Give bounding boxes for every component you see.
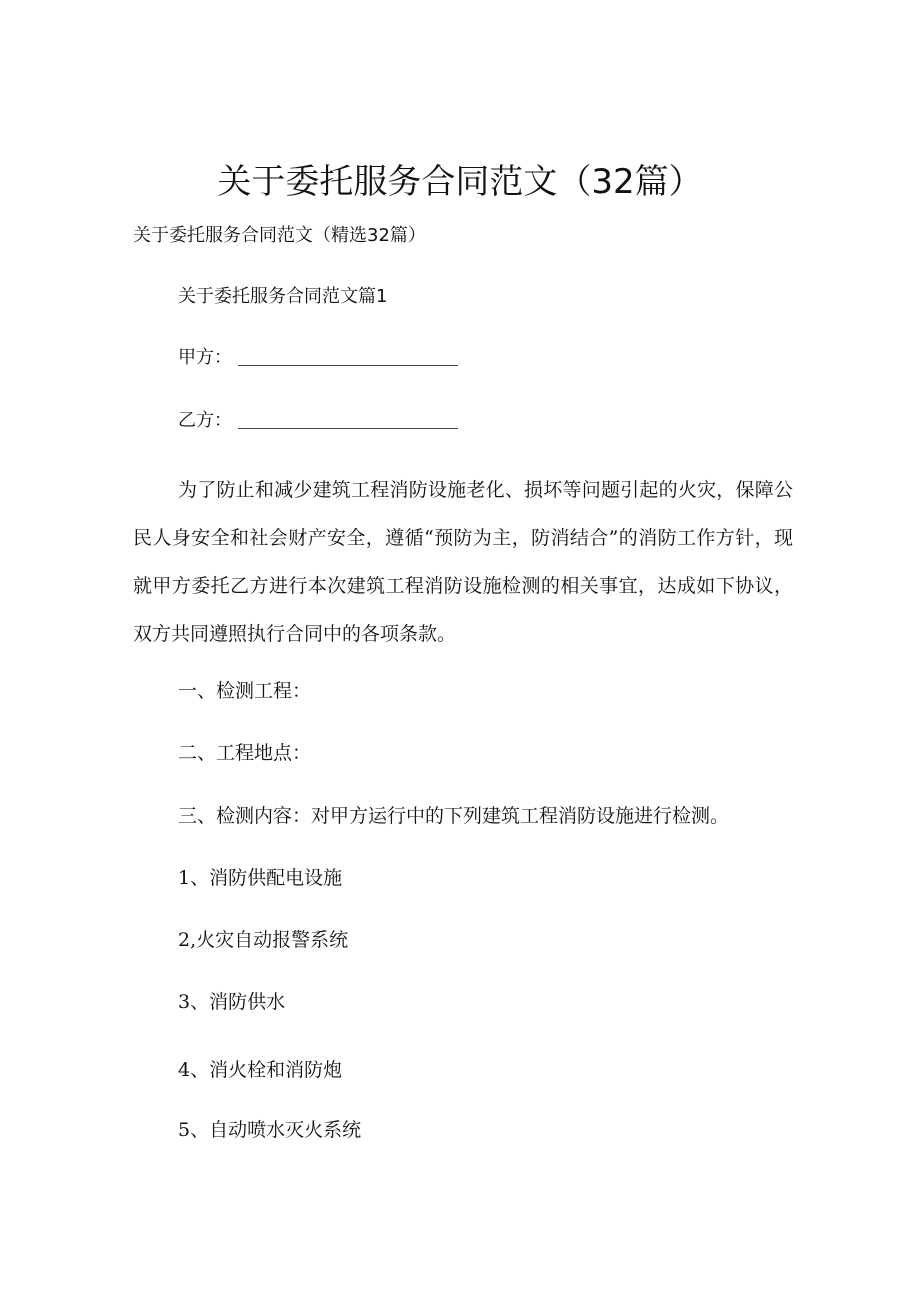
clause-inspection-content: 三、检测内容：对甲方运行中的下列建筑工程消防设施进行检测。 [178,805,730,827]
intro-paragraph: 为了防止和减少建筑工程消防设施老化、损坏等问题引起的火灾，保障公民人身安全和社会财产安全，遵循“预防为主，防消结合”的消防工作方针，现就甲方委托乙方进行本次建筑工程消防设施检测的相关事宜，达成如下协议，双方共同遵照执行合同中的各项条款。 [133,479,793,645]
list-item: 1、消防供配电设施 [178,867,343,889]
party-b-line [178,408,458,434]
document-subtitle: 关于委托服务合同范文（精选32篇） [133,225,426,246]
list-item: 2,火灾自动报警系统 [178,929,349,951]
section-title: 关于委托服务合同范文篇1 [178,286,388,307]
list-item: 5、自动喷水灭火系统 [178,1119,362,1141]
party-a-blank [238,347,458,366]
list-item: 3、消防供水 [178,991,286,1013]
clause-project-location: 二、工程地点： [178,742,312,764]
list-item: 4、消火栓和消防炮 [178,1059,343,1081]
party-a-line [178,345,458,371]
document-title: 关于委托服务合同范文（32篇） [217,162,703,202]
party-b-blank [238,410,458,429]
party-b-label: 乙方： [178,410,232,431]
clause-inspection-project: 一、检测工程： [178,680,312,702]
party-a-label: 甲方： [178,347,232,368]
